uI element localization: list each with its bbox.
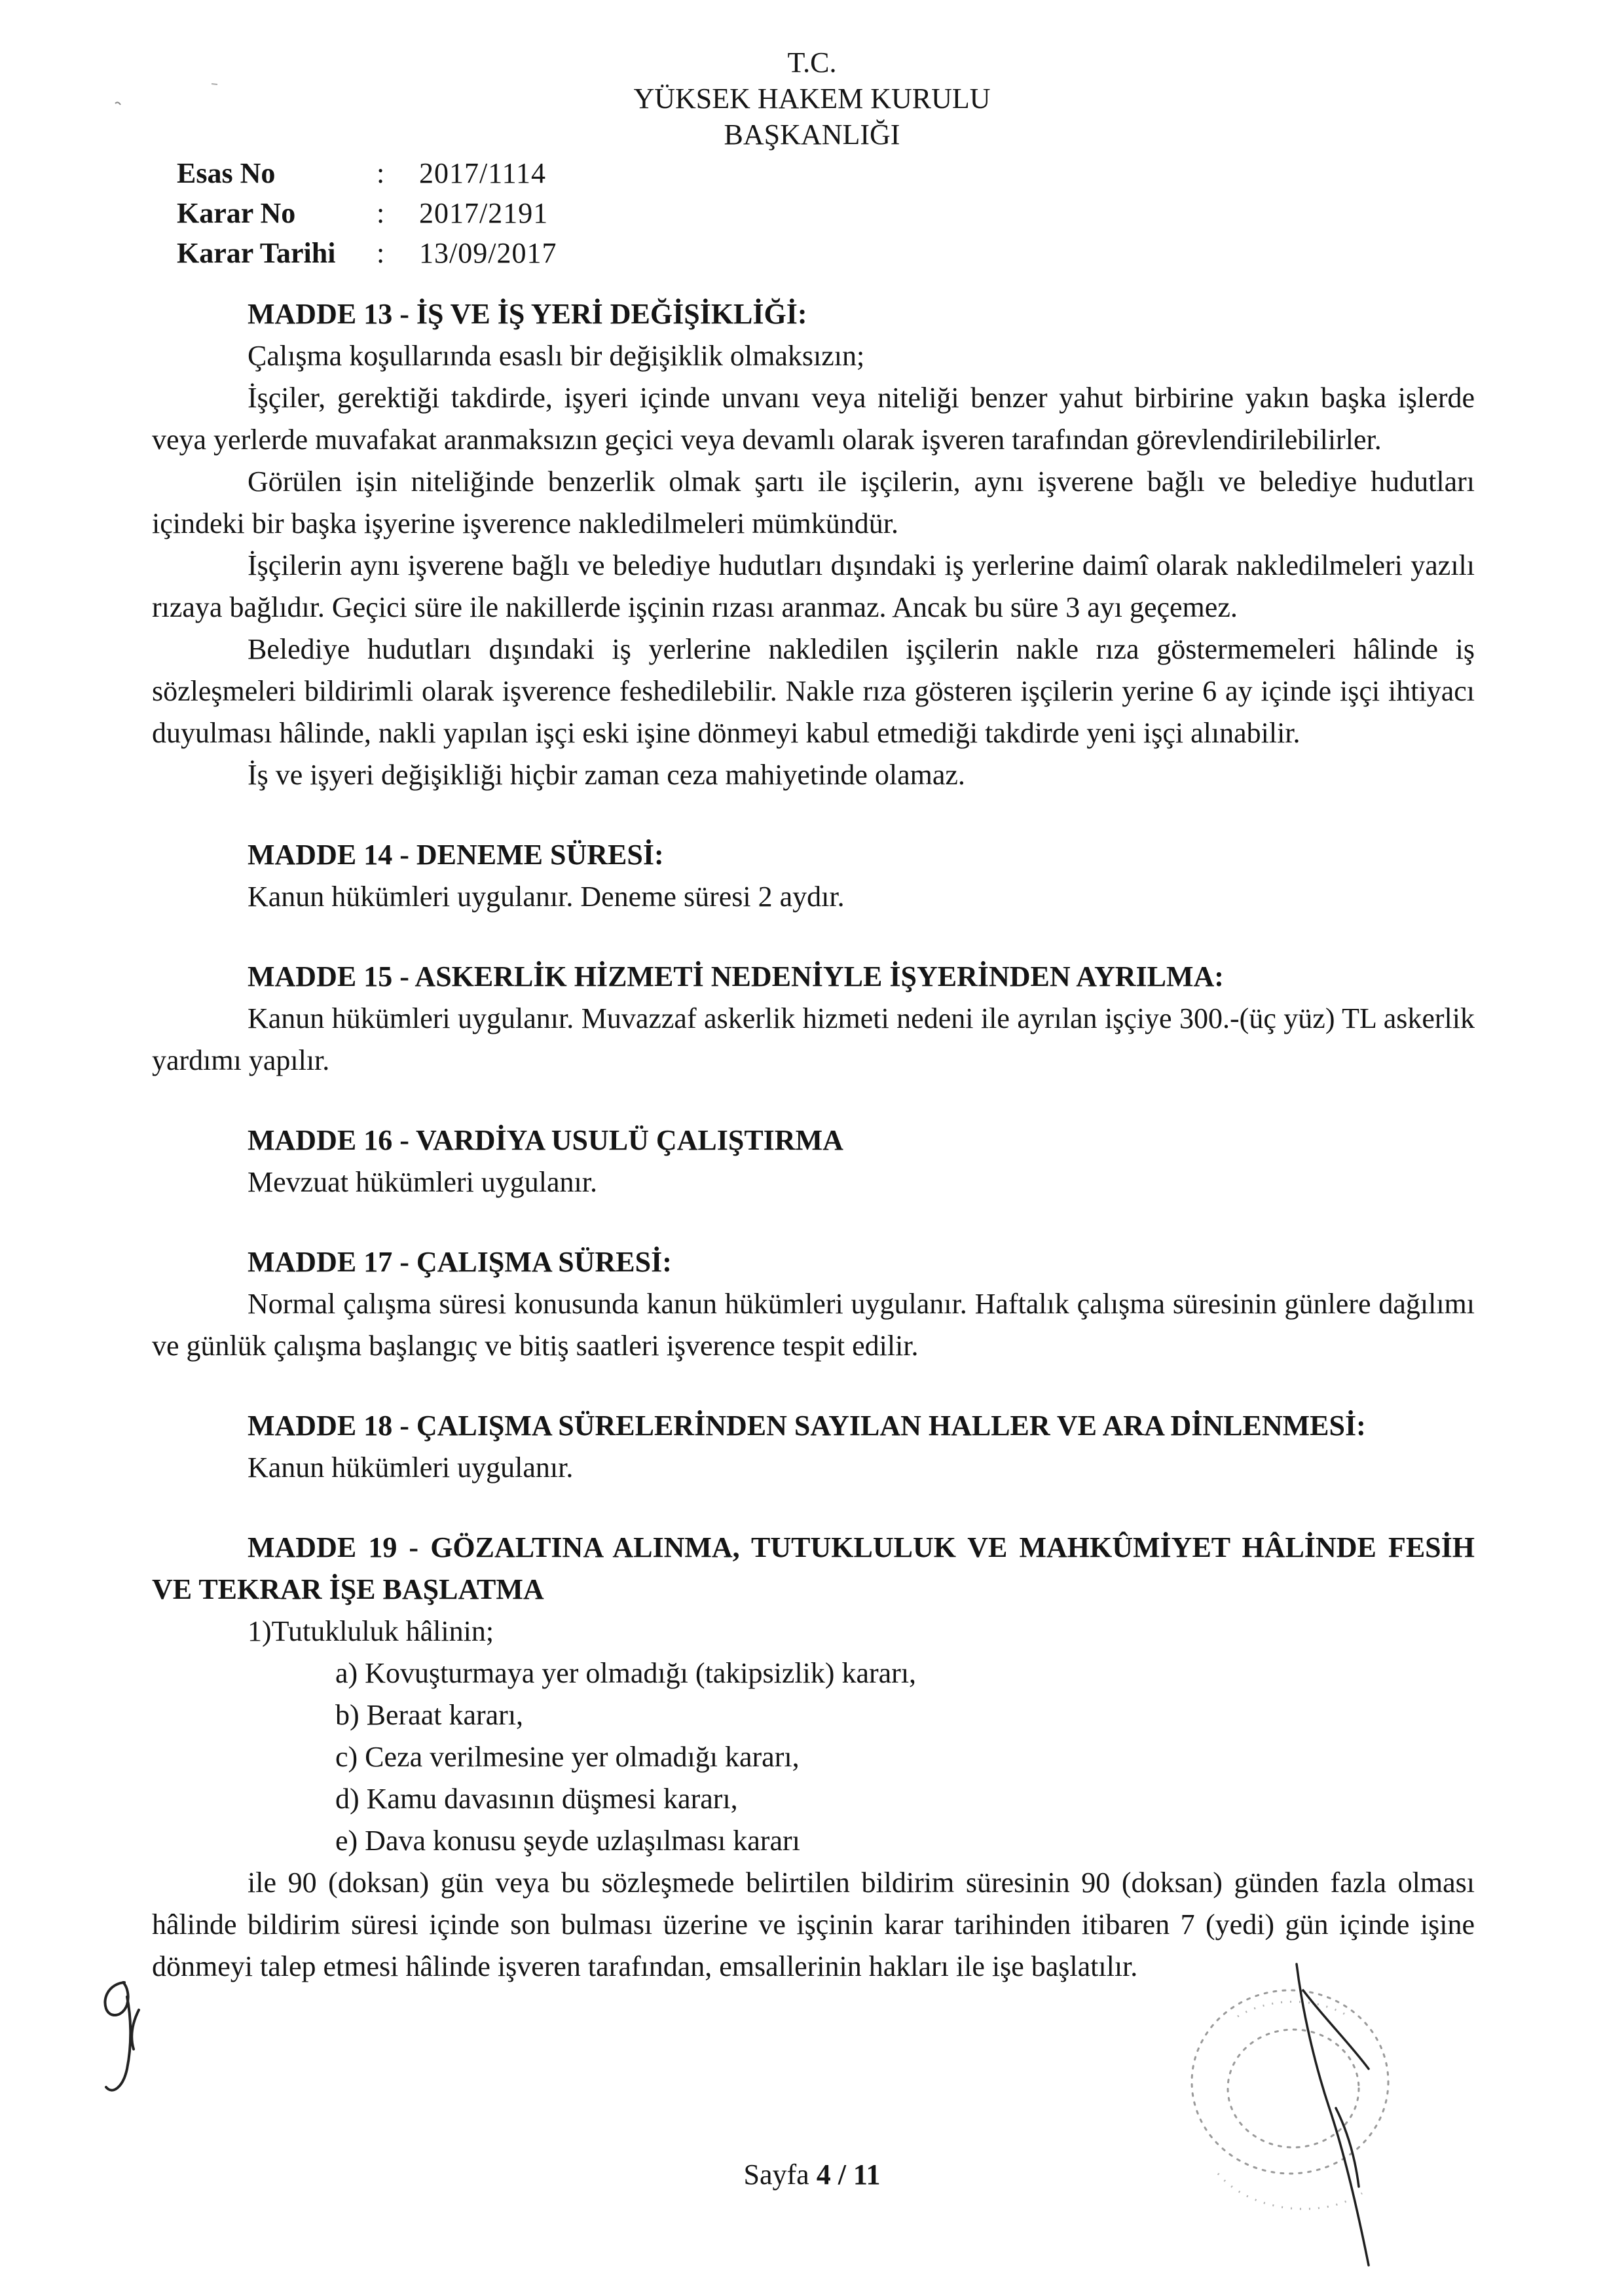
article-paragraph: İşçiler, gerektiği takdirde, işyeri içinde unvanı veya niteliği benzer yahut birbirine yakın başka işlerde veya yerlerde muvafakat aranmaksızın geçici veya devamlı olarak işveren tarafından görevlendirilebilirler. — [152, 382, 1475, 456]
article-paragraph: Belediye hudutları dışındaki iş yerlerine nakledilen işçilerin nakle rıza göstermemeleri hâlinde iş sözleşmeleri bildirimli olarak işverence feshedilebilir. Nakle rıza gösteren işçilerin yerine 6 ay içinde işçi ihtiyacı duyulması hâlinde, nakli yapılan işçi eski işine dönmeyi kabul etmediği takdirde yeni işçi alınabilir. — [152, 633, 1475, 749]
article-heading: MADDE 15 - ASKERLİK HİZMETİ NEDENİYLE İŞYERİNDEN AYRILMA: — [248, 960, 1224, 993]
meta-row-esas — [177, 153, 557, 193]
list-item: b) Beraat kararı, — [335, 1699, 524, 1731]
header-line-kurul: YÜKSEK HAKEM KURULU — [633, 82, 991, 115]
article-paragraph: Normal çalışma süresi konusunda kanun hükümleri uygulanır. Haftalık çalışma süresinin günlere dağılımı ve günlük çalışma başlangıç ve bitiş saatleri işverence tespit edilir. — [152, 1288, 1475, 1362]
header-line-tc: T.C. — [787, 46, 837, 79]
article-heading: MADDE 19 - GÖZALTINA ALINMA, TUTUKLULUK VE MAHKÛMİYET HÂLİNDE FESİH VE TEKRAR İŞE BAŞLATMA — [152, 1531, 1475, 1605]
article-paragraph: İş ve işyeri değişikliği hiçbir zaman ceza mahiyetinde olamaz. — [248, 759, 965, 791]
section-spacer — [152, 1489, 1475, 1527]
handwritten-initial-icon — [84, 1971, 156, 2102]
meta-colon: : — [377, 157, 385, 189]
article-paragraph: Mevzuat hükümleri uygulanır. — [248, 1166, 597, 1198]
meta-key: Karar No — [177, 197, 296, 229]
meta-key: Esas No — [177, 157, 276, 189]
article-paragraph: Kanun hükümleri uygulanır. Muvazzaf askerlik hizmeti nedeni ile ayrılan işçiye 300.-(üç yüz) TL askerlik yardımı yapılır. — [152, 1002, 1475, 1076]
institution-header — [563, 45, 1061, 153]
meta-value: 13/09/2017 — [419, 237, 557, 269]
article-heading: MADDE 16 - VARDİYA USULÜ ÇALIŞTIRMA — [248, 1124, 843, 1156]
article-16 — [152, 1120, 1475, 1203]
article-paragraph: Görülen işin niteliğinde benzerlik olmak şartı ile işçilerin, aynı işverene bağlı ve belediye hudutları içindeki bir başka işyerine işverence nakledilmeleri mümkündür. — [152, 465, 1475, 539]
page-label: Sayfa — [743, 2159, 809, 2191]
page-separator: / — [838, 2159, 846, 2191]
article-19 — [152, 1527, 1475, 1988]
meta-colon: : — [377, 197, 385, 229]
section-spacer — [152, 918, 1475, 956]
meta-colon: : — [377, 237, 385, 269]
article-14 — [152, 834, 1475, 918]
article-paragraph: Çalışma koşullarında esaslı bir değişiklik olmaksızın; — [248, 340, 865, 372]
meta-row-karar-no — [177, 193, 557, 233]
page-current: 4 — [816, 2159, 831, 2191]
meta-value: 2017/2191 — [419, 197, 549, 229]
list-item: a) Kovuşturmaya yer olmadığı (takipsizlik) kararı, — [335, 1657, 917, 1689]
section-spacer — [152, 796, 1475, 834]
meta-row-karar-tarihi — [177, 233, 557, 273]
speck-mark-icon — [210, 79, 220, 89]
article-paragraph: ile 90 (doksan) gün veya bu sözleşmede belirtilen bildirim süresinin 90 (doksan) günden fazla olması hâlinde bildirim süresi içinde son bulması üzerine ve işçinin karar tarihinden itibaren 7 (yedi) gün içinde işine dönmeyi talep etmesi hâlinde işveren tarafından, emsallerinin hakları ile işe başlatılır. — [152, 1867, 1475, 1982]
meta-key: Karar Tarihi — [177, 237, 336, 269]
list-item: e) Dava konusu şeyde uzlaşılması kararı — [335, 1825, 800, 1857]
article-heading: MADDE 14 - DENEME SÜRESİ: — [248, 839, 664, 871]
page-footer — [0, 2154, 1624, 2196]
article-17 — [152, 1241, 1475, 1367]
section-spacer — [152, 1082, 1475, 1120]
article-15 — [152, 956, 1475, 1082]
article-paragraph: İşçilerin aynı işverene bağlı ve belediye hudutları dışındaki iş yerlerine daimî olarak nakledilmeleri yazılı rızaya bağlıdır. Geçici süre ile nakillerde işçinin rızası aranmaz. Ancak bu süre 3 ayı geçemez. — [152, 549, 1475, 623]
speck-mark-icon — [113, 97, 126, 110]
section-spacer — [152, 1367, 1475, 1405]
section-spacer — [152, 1203, 1475, 1241]
article-heading: MADDE 18 - ÇALIŞMA SÜRELERİNDEN SAYILAN HALLER VE ARA DİNLENMESİ: — [248, 1410, 1366, 1442]
article-heading: MADDE 17 - ÇALIŞMA SÜRESİ: — [248, 1246, 672, 1278]
list-item: c) Ceza verilmesine yer olmadığı kararı, — [335, 1741, 800, 1773]
page-total: 11 — [853, 2159, 881, 2191]
article-paragraph: Kanun hükümleri uygulanır. Deneme süresi 2 aydır. — [248, 881, 845, 913]
article-heading: MADDE 13 - İŞ VE İŞ YERİ DEĞİŞİKLİĞİ: — [248, 298, 807, 330]
list-item: d) Kamu davasının düşmesi kararı, — [335, 1783, 738, 1815]
header-line-baskanlik: BAŞKANLIĞI — [724, 118, 900, 151]
meta-value: 2017/1114 — [419, 157, 546, 189]
article-18 — [152, 1405, 1475, 1489]
document-body — [152, 293, 1475, 1988]
article-paragraph: Kanun hükümleri uygulanır. — [248, 1451, 574, 1484]
article-intro: 1)Tutukluluk hâlinin; — [248, 1615, 494, 1647]
article-13 — [152, 293, 1475, 796]
case-metadata — [177, 153, 557, 273]
decision-list — [152, 1652, 1475, 1862]
seal-signature-icon — [1139, 1938, 1467, 2278]
